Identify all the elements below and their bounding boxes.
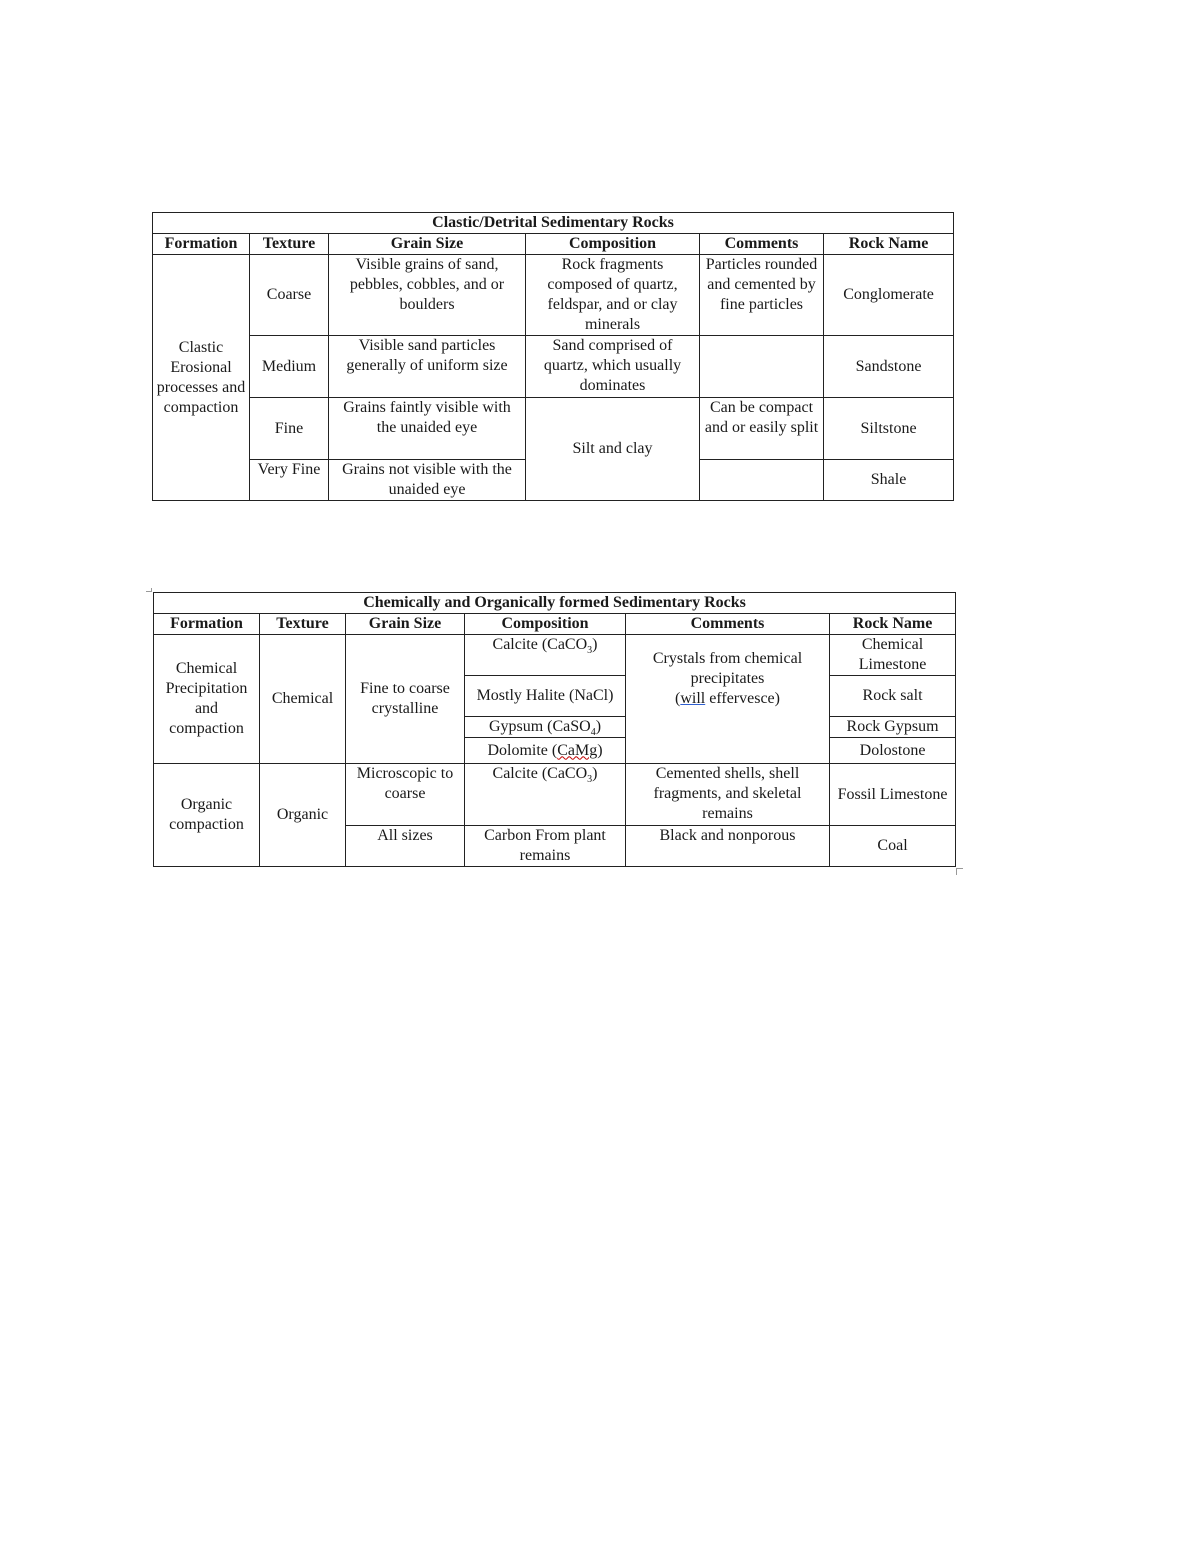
texture-cell: Medium — [250, 336, 329, 398]
rock-name-cell: Siltstone — [824, 398, 954, 460]
composition-text: Dolomite ( — [487, 741, 558, 759]
composition-cell: Carbon From plant remains — [465, 826, 626, 867]
rock-name-cell: Chemical Limestone — [830, 635, 956, 676]
comments-line: Crystals from chemical precipitates — [652, 650, 803, 687]
texture-cell: Chemical — [260, 635, 346, 764]
composition-cell: Sand comprised of quartz, which usually dominates — [526, 336, 700, 398]
comments-cell: Cemented shells, shell fragments, and skeletal remains — [626, 764, 830, 826]
chemical-organic-rocks-table — [153, 592, 956, 867]
subscript: 3 — [587, 774, 593, 786]
subscript: 4 — [590, 727, 596, 738]
composition-cell — [465, 717, 626, 738]
composition-cell — [465, 738, 626, 764]
clastic-rocks-table — [152, 212, 954, 501]
header-comments: Comments — [700, 234, 824, 255]
rock-name-cell: Rock salt — [830, 676, 956, 717]
clastic-table-title: Clastic/Detrital Sedimentary Rocks — [153, 213, 954, 234]
comments-cell: Crystals from chemical precipitates (will effervesce) — [626, 635, 830, 764]
subscript: 3 — [587, 645, 593, 657]
grain-size-cell: Grains not visible with the unaided eye — [329, 460, 526, 501]
header-formation: Formation — [154, 614, 260, 635]
header-composition: Composition — [526, 234, 700, 255]
comments-cell: Black and nonporous — [626, 826, 830, 867]
grain-size-cell: Visible sand particles generally of uniform size — [329, 336, 526, 398]
composition-cell — [465, 764, 626, 826]
header-rock-name: Rock Name — [830, 614, 956, 635]
rock-name-cell: Rock Gypsum — [830, 717, 956, 738]
texture-cell: Fine — [250, 398, 329, 460]
rock-name-cell: Sandstone — [824, 336, 954, 398]
header-comments: Comments — [626, 614, 830, 635]
texture-cell: Very Fine — [250, 460, 329, 501]
grain-size-cell: Fine to coarse crystalline — [346, 635, 465, 764]
rock-name-cell: Dolostone — [830, 738, 956, 764]
composition-cell: Silt and clay — [526, 398, 700, 501]
rock-name-cell: Conglomerate — [824, 255, 954, 336]
formation-cell: Organic compaction — [154, 764, 260, 867]
header-texture: Texture — [260, 614, 346, 635]
header-grain-size: Grain Size — [329, 234, 526, 255]
texture-cell: Coarse — [250, 255, 329, 336]
texture-cell: Organic — [260, 764, 346, 867]
comments-cell: Can be compact and or easily split — [700, 398, 824, 460]
rock-name-cell: Shale — [824, 460, 954, 501]
composition-text: Gypsum (CaSO — [488, 718, 591, 735]
comments-will: will — [680, 690, 706, 707]
header-composition: Composition — [465, 614, 626, 635]
header-texture: Texture — [250, 234, 329, 255]
composition-text: Calcite (CaCO — [492, 636, 588, 653]
composition-wavy: CaMg — [557, 741, 598, 759]
rock-name-cell: Fossil Limestone — [830, 764, 956, 826]
composition-cell: Rock fragments composed of quartz, feldspar, and or clay minerals — [526, 255, 700, 336]
composition-cell — [465, 635, 626, 676]
comments-rest: effervesce) — [705, 690, 780, 707]
table-anchor-mark — [146, 588, 152, 592]
header-grain-size: Grain Size — [346, 614, 465, 635]
chemical-table-title: Chemically and Organically formed Sedimentary Rocks — [154, 593, 956, 614]
comments-cell: Particles rounded and cemented by fine particles — [700, 255, 824, 336]
table-end-mark — [956, 868, 963, 875]
comments-cell — [700, 336, 824, 398]
formation-cell: Chemical Precipitation and compaction — [154, 635, 260, 764]
composition-text-end: ) — [597, 741, 603, 759]
composition-text-end: ) — [592, 765, 598, 782]
composition-text-end: ) — [592, 636, 598, 653]
comments-cell — [700, 460, 824, 501]
rock-name-cell: Coal — [830, 826, 956, 867]
grain-size-cell: All sizes — [346, 826, 465, 867]
composition-cell: Mostly Halite (NaCl) — [465, 676, 626, 717]
grain-size-cell: Microscopic to coarse — [346, 764, 465, 826]
formation-cell: Clastic Erosional processes and compaction — [153, 255, 250, 501]
header-formation: Formation — [153, 234, 250, 255]
composition-text: Calcite (CaCO — [492, 765, 588, 782]
composition-text-end: ) — [595, 718, 602, 735]
header-rock-name: Rock Name — [824, 234, 954, 255]
grain-size-cell: Grains faintly visible with the unaided eye — [329, 398, 526, 460]
grain-size-cell: Visible grains of sand, pebbles, cobbles, and or boulders — [329, 255, 526, 336]
